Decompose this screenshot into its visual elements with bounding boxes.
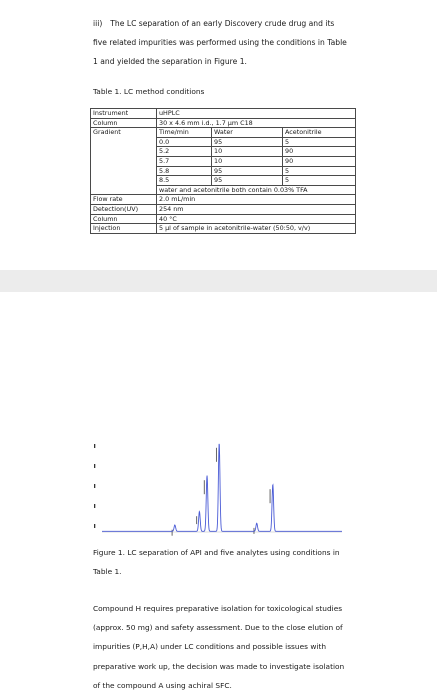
gradient-header: Time/min	[157, 128, 212, 138]
table-row	[91, 214, 356, 224]
table-cell-label: Column	[91, 118, 157, 128]
y-axis-tick	[94, 524, 95, 528]
chromatogram-trace	[102, 444, 342, 531]
table-cell-value: uHPLC	[157, 109, 356, 119]
peak-label-mark	[196, 516, 197, 524]
closing-line: Compound H requires preparative isolation for toxicological studies	[93, 604, 343, 613]
table-row	[91, 109, 356, 119]
table-cell-value: 30 x 4.6 mm i.d., 1.7 μm C18	[157, 118, 356, 128]
figure-caption	[93, 543, 383, 581]
gradient-cell: 10	[212, 147, 283, 157]
peak-label-mark	[216, 448, 217, 462]
table-cell-value: 254 nm	[157, 204, 356, 214]
table-cell-value: 5 μl of sample in acetonitrile-water (50:50, v/v)	[157, 224, 356, 234]
gradient-cell: 5	[283, 176, 356, 186]
page-separator	[0, 270, 437, 292]
question-number: iii)	[93, 19, 103, 28]
table-row	[91, 128, 356, 138]
table-cell-label: Gradient	[91, 128, 157, 195]
peak-label-mark	[204, 480, 205, 494]
closing-line: impurities (P,H,A) under LC conditions and possible issues with	[93, 642, 327, 652]
intro-line	[93, 14, 383, 33]
table-row	[91, 224, 356, 234]
table-cell-value: 40 °C	[157, 214, 356, 224]
gradient-cell: 90	[283, 156, 356, 166]
table-cell-label: Detection(UV)	[91, 204, 157, 214]
table-row	[91, 118, 356, 128]
intro-paragraph	[93, 14, 383, 71]
peak-label-mark	[270, 489, 271, 503]
closing-line: (approx. 50 mg) and safety assessment. Due to the close elution of	[93, 623, 343, 633]
table-row	[91, 195, 356, 205]
gradient-note: water and acetonitrile both contain 0.03% TFA	[157, 185, 356, 195]
table-cell-label: Flow rate	[91, 195, 157, 205]
gradient-cell: 5.7	[157, 156, 212, 166]
y-axis-tick	[94, 484, 95, 488]
gradient-cell: 95	[212, 166, 283, 176]
closing-line: of the compound A using achiral SFC.	[93, 680, 232, 690]
gradient-cell: 90	[283, 147, 356, 157]
gradient-cell: 5.2	[157, 147, 212, 157]
figure-caption-line: Figure 1. LC separation of API and five analytes using conditions in	[93, 548, 340, 557]
gradient-header: Acetonitrile	[283, 128, 356, 138]
table-cell-label: Column	[91, 214, 157, 224]
gradient-cell: 5	[283, 137, 356, 147]
table-cell-label: Instrument	[91, 109, 157, 119]
gradient-header: Water	[212, 128, 283, 138]
gradient-cell: 0.0	[157, 137, 212, 147]
gradient-cell: 5	[283, 166, 356, 176]
gradient-cell: 8.5	[157, 176, 212, 186]
peak-label-mark	[172, 530, 173, 536]
y-axis-tick	[94, 444, 95, 448]
y-axis-ticks	[94, 444, 95, 528]
closing-paragraph	[93, 599, 383, 695]
intro-line: 1 and yielded the separation in Figure 1.	[93, 57, 247, 66]
gradient-cell: 10	[212, 156, 283, 166]
table-row	[91, 204, 356, 214]
lc-conditions-table	[90, 108, 356, 234]
intro-line: five related impurities was performed using the conditions in Table	[93, 38, 347, 47]
y-axis-tick	[94, 504, 95, 508]
gradient-cell: 5.8	[157, 166, 212, 176]
table-caption: Table 1. LC method conditions	[93, 87, 205, 96]
gradient-cell: 95	[212, 176, 283, 186]
table-cell-label: Injection	[91, 224, 157, 234]
chromatogram-chart	[90, 432, 350, 538]
figure-caption-line: Table 1.	[93, 567, 122, 576]
intro-line-text: The LC separation of an early Discovery crude drug and its	[110, 19, 335, 28]
table-cell-value: 2.0 mL/min	[157, 195, 356, 205]
y-axis-tick	[94, 464, 95, 468]
gradient-cell: 95	[212, 137, 283, 147]
closing-line: preparative work up, the decision was made to investigate isolation	[93, 661, 345, 671]
